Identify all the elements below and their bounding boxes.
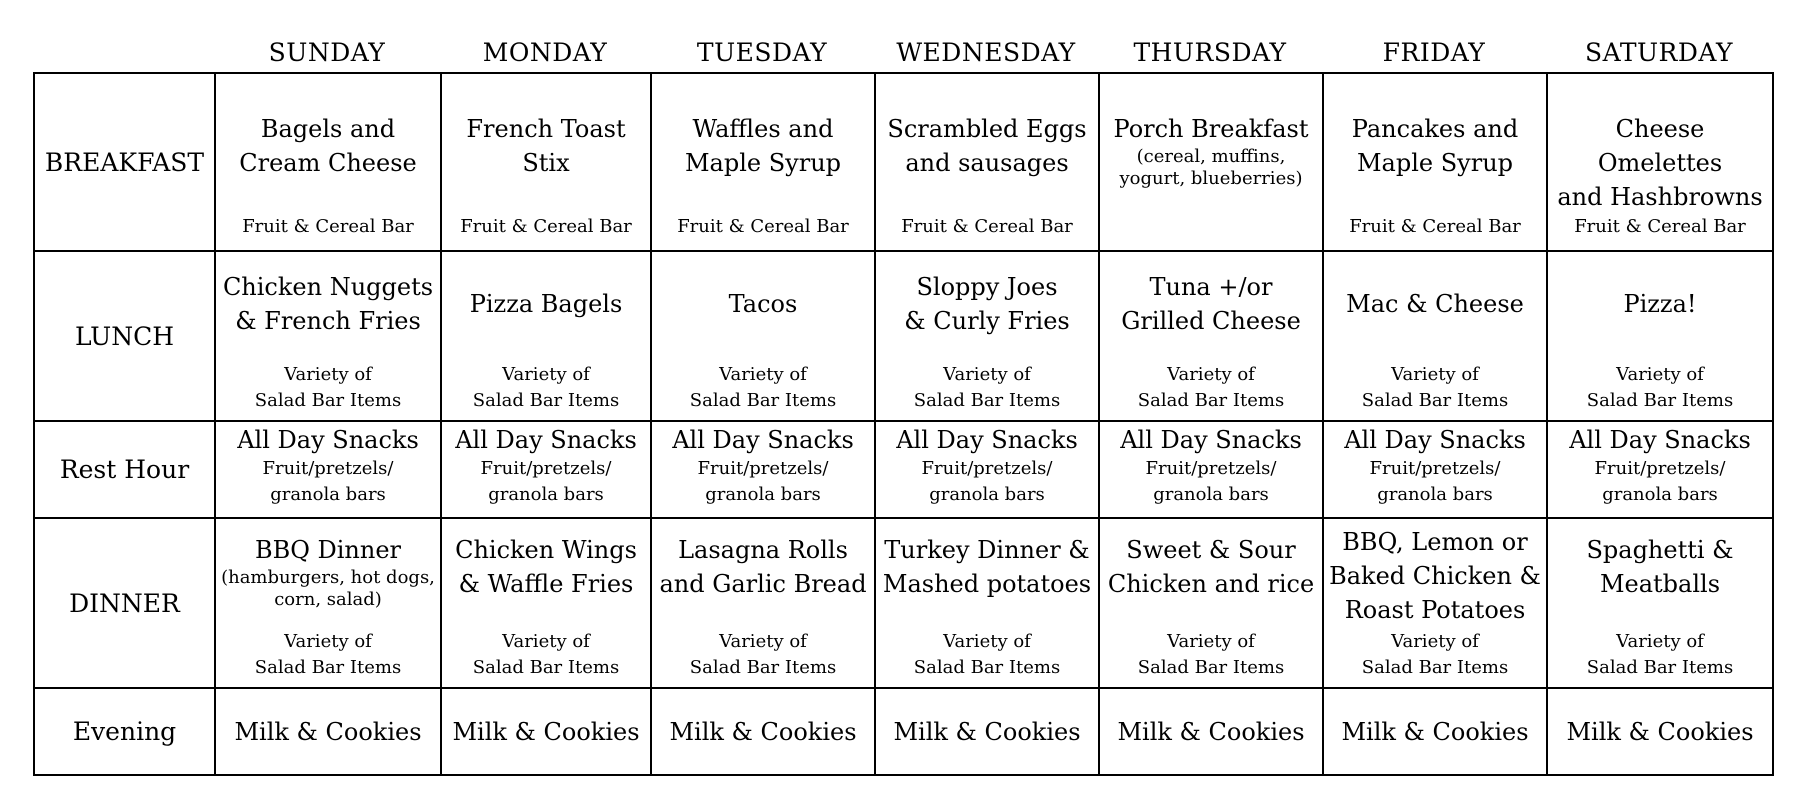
rest-cell-sunday bbox=[215, 421, 441, 518]
side-items: Variety of Salad Bar Items bbox=[1137, 631, 1285, 678]
breakfast-cell-thursday bbox=[1099, 73, 1323, 251]
lunch-cell-monday bbox=[441, 251, 651, 421]
dinner-cell-monday bbox=[441, 518, 651, 688]
dish-name: All Day Snacks bbox=[237, 426, 419, 454]
side-items: Fruit & Cereal Bar bbox=[1574, 216, 1746, 237]
dish-name: All Day Snacks bbox=[1344, 426, 1526, 454]
evening-cell-sunday bbox=[215, 688, 441, 775]
dish-name: Cheese Omelettes and Hashbrowns bbox=[1557, 115, 1763, 211]
dinner-cell-saturday bbox=[1547, 518, 1773, 688]
breakfast-row bbox=[34, 73, 1773, 251]
dish-name: All Day Snacks bbox=[672, 426, 854, 454]
dish-name: Bagels and Cream Cheese bbox=[239, 115, 417, 177]
side-items: Variety of Salad Bar Items bbox=[472, 631, 620, 678]
day-headers bbox=[0, 34, 1804, 72]
dish-name: Milk & Cookies bbox=[669, 717, 857, 746]
dish-name: Milk & Cookies bbox=[1566, 717, 1754, 746]
day-header-friday: FRIDAY bbox=[1382, 38, 1486, 67]
lunch-cell-tuesday bbox=[651, 251, 875, 421]
side-items: Variety of Salad Bar Items bbox=[254, 631, 402, 678]
lunch-cell-saturday bbox=[1547, 251, 1773, 421]
rest-cell-saturday bbox=[1547, 421, 1773, 518]
side-items: Fruit & Cereal Bar bbox=[677, 216, 849, 237]
day-header-sunday: SUNDAY bbox=[268, 38, 386, 67]
breakfast-cell-wednesday bbox=[875, 73, 1099, 251]
side-items: Fruit & Cereal Bar bbox=[460, 216, 632, 237]
evening-cell-monday bbox=[441, 688, 651, 775]
dish-name: Porch Breakfast bbox=[1113, 115, 1309, 143]
dish-name: Turkey Dinner & Mashed potatoes bbox=[882, 536, 1092, 598]
side-items: Fruit & Cereal Bar bbox=[242, 216, 414, 237]
side-items: Fruit/pretzels/ granola bars bbox=[1145, 458, 1277, 505]
meal-label-rest-hour: Rest Hour bbox=[34, 421, 215, 518]
dish-name: Milk & Cookies bbox=[452, 717, 640, 746]
breakfast-cell-tuesday bbox=[651, 73, 875, 251]
side-items: Fruit/pretzels/ granola bars bbox=[921, 458, 1053, 505]
side-items: Variety of Salad Bar Items bbox=[472, 364, 620, 411]
dish-name: All Day Snacks bbox=[896, 426, 1078, 454]
evening-row bbox=[34, 688, 1773, 775]
evening-cell-saturday bbox=[1547, 688, 1773, 775]
dinner-cell-thursday bbox=[1099, 518, 1323, 688]
meal-label-lunch: LUNCH bbox=[34, 251, 215, 421]
side-items: Fruit/pretzels/ granola bars bbox=[480, 458, 612, 505]
meal-label-breakfast: BREAKFAST bbox=[34, 73, 215, 251]
side-items: Variety of Salad Bar Items bbox=[689, 364, 837, 411]
dish-name: Milk & Cookies bbox=[1341, 717, 1529, 746]
lunch-row bbox=[34, 251, 1773, 421]
dish-name: Chicken Nuggets & French Fries bbox=[222, 273, 434, 335]
rest-hour-row bbox=[34, 421, 1773, 518]
breakfast-cell-monday bbox=[441, 73, 651, 251]
dish-name: All Day Snacks bbox=[455, 426, 637, 454]
side-items: Variety of Salad Bar Items bbox=[1361, 631, 1509, 678]
dish-name: All Day Snacks bbox=[1569, 426, 1751, 454]
breakfast-cell-saturday bbox=[1547, 73, 1773, 251]
lunch-cell-thursday bbox=[1099, 251, 1323, 421]
day-header-monday: MONDAY bbox=[482, 38, 608, 67]
day-header-thursday: THURSDAY bbox=[1133, 38, 1287, 67]
dish-name: Chicken Wings & Waffle Fries bbox=[455, 536, 637, 598]
dish-detail: (cereal, muffins, yogurt, blueberries) bbox=[1119, 146, 1303, 189]
dish-name: Pizza Bagels bbox=[469, 290, 623, 318]
dish-name: Sweet & Sour Chicken and rice bbox=[1107, 536, 1315, 598]
side-items: Variety of Salad Bar Items bbox=[913, 364, 1061, 411]
dish-name: Milk & Cookies bbox=[893, 717, 1081, 746]
dish-name: Sloppy Joes & Curly Fries bbox=[904, 273, 1070, 335]
lunch-cell-wednesday bbox=[875, 251, 1099, 421]
rest-cell-wednesday bbox=[875, 421, 1099, 518]
side-items: Variety of Salad Bar Items bbox=[254, 364, 402, 411]
dish-name: Milk & Cookies bbox=[234, 717, 422, 746]
evening-cell-tuesday bbox=[651, 688, 875, 775]
dish-name: All Day Snacks bbox=[1120, 426, 1302, 454]
side-items: Fruit & Cereal Bar bbox=[1349, 216, 1521, 237]
evening-cell-thursday bbox=[1099, 688, 1323, 775]
side-items: Fruit/pretzels/ granola bars bbox=[697, 458, 829, 505]
side-items: Variety of Salad Bar Items bbox=[689, 631, 837, 678]
dish-name: BBQ Dinner bbox=[254, 536, 402, 564]
dinner-cell-sunday bbox=[215, 518, 441, 688]
side-items: Variety of Salad Bar Items bbox=[1361, 364, 1509, 411]
dish-name: Pancakes and Maple Syrup bbox=[1351, 115, 1519, 177]
dish-name: Mac & Cheese bbox=[1346, 290, 1524, 318]
lunch-cell-sunday bbox=[215, 251, 441, 421]
side-items: Variety of Salad Bar Items bbox=[1586, 631, 1734, 678]
dish-name: Milk & Cookies bbox=[1117, 717, 1305, 746]
side-items: Variety of Salad Bar Items bbox=[913, 631, 1061, 678]
dinner-cell-tuesday bbox=[651, 518, 875, 688]
breakfast-cell-sunday bbox=[215, 73, 441, 251]
side-items: Fruit/pretzels/ granola bars bbox=[1594, 458, 1726, 505]
rest-cell-tuesday bbox=[651, 421, 875, 518]
dish-name: BBQ, Lemon or Baked Chicken & Roast Potatoes bbox=[1329, 528, 1541, 624]
dinner-row bbox=[34, 518, 1773, 688]
dish-name: Pizza! bbox=[1623, 290, 1697, 318]
dish-detail: (hamburgers, hot dogs, corn, salad) bbox=[221, 567, 435, 610]
dinner-cell-friday bbox=[1323, 518, 1547, 688]
dish-name: French Toast Stix bbox=[466, 115, 626, 177]
evening-cell-friday bbox=[1323, 688, 1547, 775]
side-items: Fruit/pretzels/ granola bars bbox=[262, 458, 394, 505]
rest-cell-thursday bbox=[1099, 421, 1323, 518]
dish-name: Lasagna Rolls and Garlic Bread bbox=[659, 536, 867, 598]
side-items: Fruit & Cereal Bar bbox=[901, 216, 1073, 237]
rest-cell-monday bbox=[441, 421, 651, 518]
day-header-tuesday: TUESDAY bbox=[696, 38, 828, 67]
day-header-saturday: SATURDAY bbox=[1585, 38, 1733, 67]
dish-name: Scrambled Eggs and sausages bbox=[887, 115, 1087, 177]
lunch-cell-friday bbox=[1323, 251, 1547, 421]
day-header-wednesday: WEDNESDAY bbox=[896, 38, 1076, 67]
side-items: Variety of Salad Bar Items bbox=[1137, 364, 1285, 411]
side-items: Variety of Salad Bar Items bbox=[1586, 364, 1734, 411]
dish-name: Spaghetti & Meatballs bbox=[1586, 536, 1734, 598]
dish-name: Tuna +/or Grilled Cheese bbox=[1121, 273, 1301, 335]
rest-cell-friday bbox=[1323, 421, 1547, 518]
dinner-cell-wednesday bbox=[875, 518, 1099, 688]
meal-label-evening: Evening bbox=[34, 688, 215, 775]
evening-cell-wednesday bbox=[875, 688, 1099, 775]
side-items: Fruit/pretzels/ granola bars bbox=[1369, 458, 1501, 505]
breakfast-cell-friday bbox=[1323, 73, 1547, 251]
meal-label-dinner: DINNER bbox=[34, 518, 215, 688]
dish-name: Waffles and Maple Syrup bbox=[684, 115, 842, 177]
meal-schedule-table bbox=[33, 72, 1774, 776]
dish-name: Tacos bbox=[728, 290, 798, 318]
